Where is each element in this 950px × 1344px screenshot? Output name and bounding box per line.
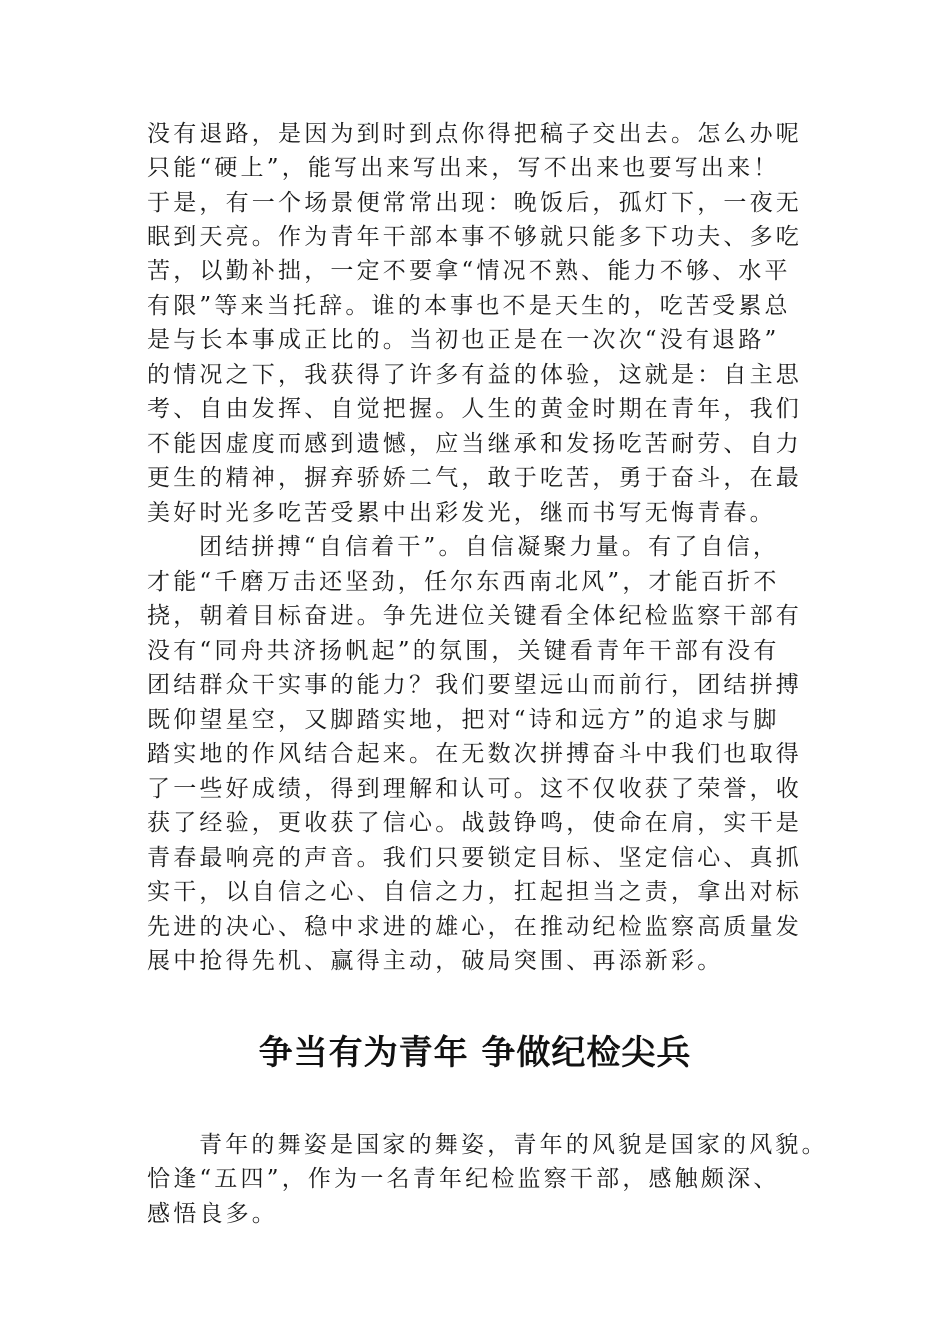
paragraph-line: 考、自由发挥、自觉把握。人生的黄金时期在青年，我们 bbox=[147, 396, 802, 422]
paragraph-line: 美好时光多吃苦受累中出彩发光，继而书写无悔青春。 bbox=[147, 500, 776, 526]
paragraph-line: 实干，以自信之心、自信之力，扛起担当之责，拿出对标 bbox=[147, 879, 802, 905]
paragraph-line: 眠到天亮。作为青年干部本事不够就只能多下功夫、多吃 bbox=[147, 224, 802, 250]
paragraph-line: 没有“同舟共济扬帆起”的氛围，关键看青年干部有没有 bbox=[147, 638, 780, 664]
paragraph-line: 团结群众干实事的能力？我们要望远山而前行，团结拼搏 bbox=[147, 672, 802, 698]
paragraph-line: 踏实地的作风结合起来。在无数次拼搏奋斗中我们也取得 bbox=[147, 741, 802, 767]
paragraph-line: 青年的舞姿是国家的舞姿，青年的风貌是国家的风貌。 bbox=[199, 1132, 828, 1158]
paragraph-line: 的情况之下，我获得了许多有益的体验，这就是：自主思 bbox=[147, 362, 802, 388]
paragraph-line: 获了经验，更收获了信心。战鼓铮鸣，使命在肩，实干是 bbox=[147, 810, 802, 836]
paragraph-line: 恰逢“五四”，作为一名青年纪检监察干部，感触颇深、 bbox=[147, 1166, 780, 1192]
paragraph-line: 更生的精神，摒弃骄娇二气，敢于吃苦，勇于奋斗，在最 bbox=[147, 465, 802, 491]
paragraph-line: 团结拼搏“自信着干”。自信凝聚力量。有了自信， bbox=[199, 534, 780, 560]
paragraph-line: 只能“硬上”，能写出来写出来，写不出来也要写出来！ bbox=[147, 155, 780, 181]
paragraph-line: 青春最响亮的声音。我们只要锁定目标、坚定信心、真抓 bbox=[147, 845, 802, 871]
paragraph-line: 是与长本事成正比的。当初也正是在一次次“没有退路” bbox=[147, 327, 780, 353]
paragraph-line: 才能“千磨万击还坚劲，任尔东西南北风”，才能百折不 bbox=[147, 569, 780, 595]
paragraph-line: 苦，以勤补拙，一定不要拿“情况不熟、能力不够、水平 bbox=[147, 258, 791, 284]
paragraph-line: 先进的决心、稳中求进的雄心，在推动纪检监察高质量发 bbox=[147, 914, 802, 940]
paragraph-line: 没有退路，是因为到时到点你得把稿子交出去。怎么办呢 bbox=[147, 121, 802, 147]
paragraph-line: 于是，有一个场景便常常出现：晚饭后，孤灯下，一夜无 bbox=[147, 190, 802, 216]
paragraph-line: 了一些好成绩，得到理解和认可。这不仅收获了荣誉，收 bbox=[147, 776, 802, 802]
paragraph-line: 不能因虚度而感到遗憾，应当继承和发扬吃苦耐劳、自力 bbox=[147, 431, 802, 457]
section-heading: 争当有为青年 争做纪检尖兵 bbox=[258, 1033, 692, 1073]
paragraph-line: 感悟良多。 bbox=[147, 1201, 278, 1227]
paragraph-line: 有限”等来当托辞。谁的本事也不是天生的，吃苦受累总 bbox=[147, 293, 791, 319]
paragraph-line: 既仰望星空，又脚踏实地，把对“诗和远方”的追求与脚 bbox=[147, 707, 780, 733]
paragraph-line: 挠，朝着目标奋进。争先进位关键看全体纪检监察干部有 bbox=[147, 603, 802, 629]
paragraph-line: 展中抢得先机、赢得主动，破局突围、再添新彩。 bbox=[147, 948, 724, 974]
